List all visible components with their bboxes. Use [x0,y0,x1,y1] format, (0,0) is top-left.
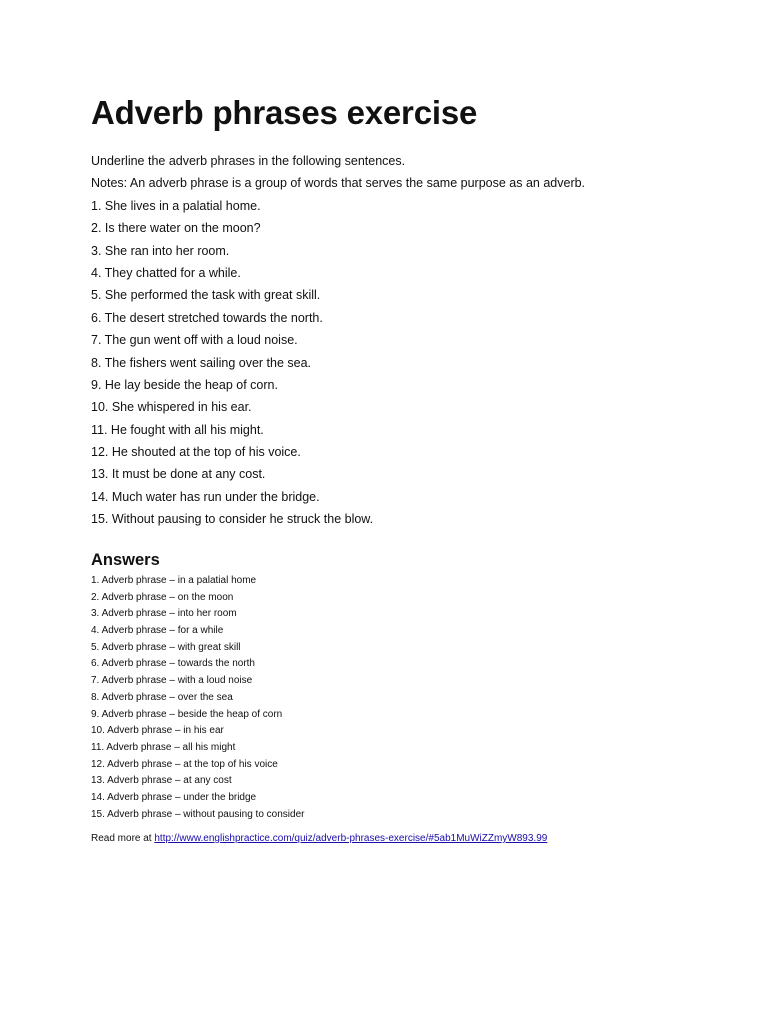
question-item: 10. She whispered in his ear. [91,400,252,415]
question-item: 9. He lay beside the heap of corn. [91,377,278,392]
question-item: 1. She lives in a palatial home. [91,198,261,213]
answers-heading: Answers [91,551,160,569]
answer-item: 14. Adverb phrase – under the bridge [91,791,257,803]
answer-item: 5. Adverb phrase – with great skill [91,641,241,653]
answer-item: 8. Adverb phrase – over the sea [91,691,233,703]
answer-item: 7. Adverb phrase – with a loud noise [91,675,253,687]
answer-item: 1. Adverb phrase – in a palatial home [91,575,257,586]
answer-item: 2. Adverb phrase – on the moon [91,591,234,603]
question-item: 7. The gun went off with a loud noise. [91,333,298,348]
answer-item: 6. Adverb phrase – towards the north [91,658,255,670]
answers-list [91,573,304,823]
read-more-prefix: Read more at [91,833,155,844]
read-more-link[interactable]: http://www.englishpractice.com/quiz/adverb-phrases-exercise/#5ab1MuWiZZmyW893.99 [154,833,548,844]
question-item: 4. They chatted for a while. [91,265,241,280]
question-item: 8. The fishers went sailing over the sea. [91,355,312,370]
notes-text: Notes: An adverb phrase is a group of words that serves the same purpose as an adverb. [91,176,586,191]
read-more-line [91,832,547,846]
question-item: 14. Much water has run under the bridge. [91,489,320,504]
answer-item: 3. Adverb phrase – into her room [91,608,237,620]
answer-item: 9. Adverb phrase – beside the heap of corn [91,708,283,720]
instructions-text: Underline the adverb phrases in the following sentences. [91,154,406,168]
answer-item: 12. Adverb phrase – at the top of his voice [91,758,278,770]
answer-item: 13. Adverb phrase – at any cost [91,775,232,787]
question-item: 13. It must be done at any cost. [91,467,266,482]
page-title: Adverb phrases exercise [91,94,478,131]
answer-item: 10. Adverb phrase – in his ear [91,725,224,737]
question-item: 12. He shouted at the top of his voice. [91,445,301,460]
answer-item: 15. Adverb phrase – without pausing to consider [91,808,305,820]
question-item: 5. She performed the task with great skill. [91,288,321,303]
answer-item: 4. Adverb phrase – for a while [91,625,224,637]
question-item: 11. He fought with all his might. [91,422,264,437]
question-item: 15. Without pausing to consider he struck the blow. [91,512,374,527]
answer-item: 11. Adverb phrase – all his might [91,741,236,753]
question-item: 6. The desert stretched towards the north. [91,310,323,325]
exercise-body [91,150,585,531]
question-item: 2. Is there water on the moon? [91,221,261,236]
question-item: 3. She ran into her room. [91,243,230,258]
